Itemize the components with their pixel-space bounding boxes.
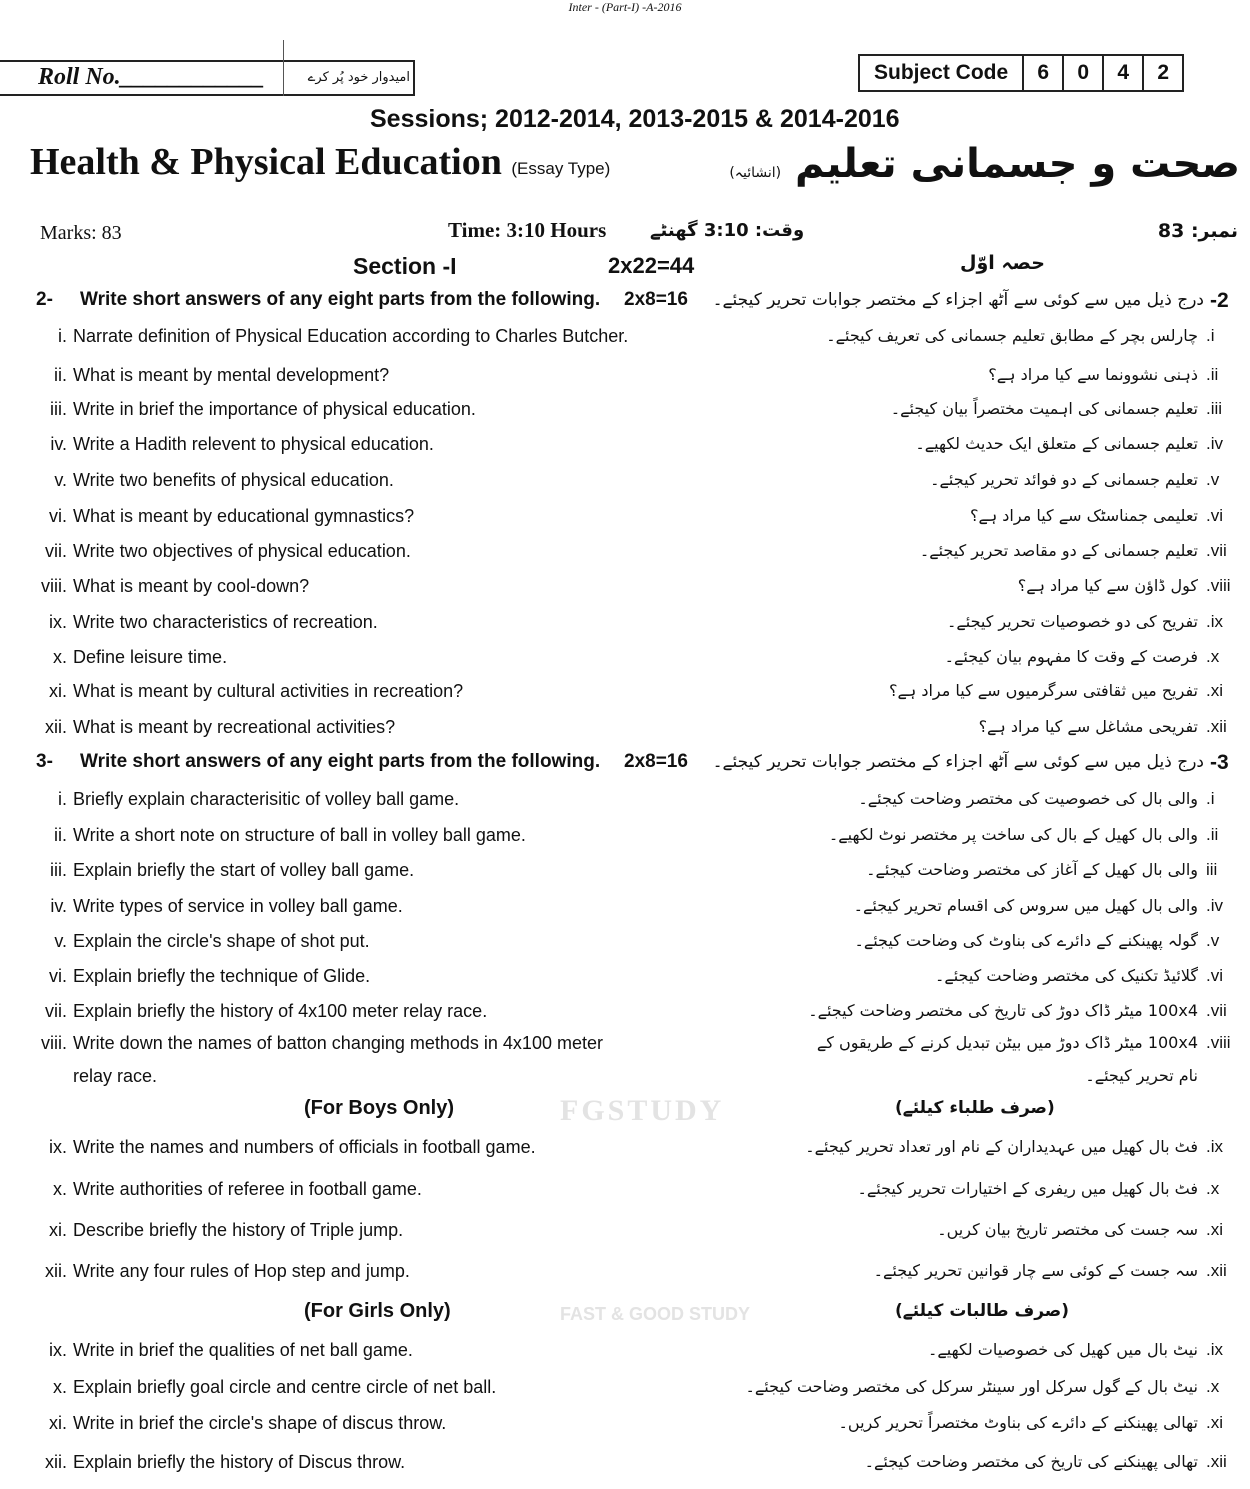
item-number: i. [58,789,67,809]
item-number: v. [54,931,67,951]
item-text-urdu: تفریح کی دو خصوصیات تحریر کیجئے۔ [946,612,1198,631]
section-marks: 2x22=44 [608,253,695,278]
item-number-urdu: .vi [1206,966,1223,985]
subsection-heading-urdu: (صرف طلباء کیلئے) [895,1098,1055,1118]
question-item [0,1137,1250,1167]
question-item [0,1261,1250,1291]
item-text-urdu: والی بال کھیل کے بال کی ساخت پر مختصر نوٹ لکھیے۔ [828,825,1198,844]
question-number-urdu: -3 [1210,751,1229,774]
item-text-urdu: تعلیم جسمانی کے دو فوائد تحریر کیجئے۔ [930,470,1198,489]
item-number-urdu: .ii [1206,825,1219,844]
item-number-urdu: .vii [1206,541,1227,560]
question-item [0,470,1250,500]
item-text-urdu: 100x4 میٹر ڈاک دوڑ میں بیٹن تبدیل کرنے کے طریقوں کے [816,1033,1198,1052]
item-number: iii. [50,860,67,880]
item-number: ix. [49,1137,67,1157]
item-number: v. [54,470,67,490]
subject-code-digit: 0 [1064,56,1104,90]
subsection-heading-urdu: (صرف طالبات کیلئے) [895,1301,1069,1321]
paper-code-line: Inter - (Part-I) -A-2016 [568,0,682,14]
item-text: Write a short note on structure of ball in volley ball game. [73,825,526,845]
item-number-urdu: .iii [1206,399,1223,418]
item-text-urdu: تعلیمی جمناسٹک سے کیا مراد ہے؟ [969,506,1198,525]
question-item [0,860,1250,890]
item-number-urdu: .xi [1206,1413,1223,1432]
item-text-urdu: تعلیم جسمانی کے دو مقاصد تحریر کیجئے۔ [919,541,1198,560]
item-number: ii. [54,825,67,845]
item-text-urdu: 100x4 میٹر ڈاک دوڑ کی تاریخ کی مختصر وضاحت کیجئے۔ [808,1001,1198,1020]
item-number-urdu: .x [1206,647,1220,666]
item-text: What is meant by educational gymnastics? [73,506,415,526]
roll-divider [283,40,284,96]
item-text-urdu: سہ جست کے کوئی سے چار قوانین تحریر کیجئے۔ [873,1261,1198,1280]
item-text-urdu: نام تحریر کیجئے۔ [1085,1066,1198,1085]
item-number: x. [52,1179,67,1199]
question-item [0,966,1250,996]
question-number: 3- [36,751,53,772]
question-item [0,434,1250,464]
item-text: Write down the names of batton changing methods in 4x100 meter [73,1033,603,1053]
time-allowed-urdu: وقت: 3:10 گھنٹے [650,220,805,241]
subsection-heading-text: (For Boys Only) [304,1097,455,1119]
question-item [0,717,1250,747]
question-heading [0,289,1250,319]
paper-type: (Essay Type) [511,159,611,178]
question-item [0,789,1250,819]
item-text-urdu: والی بال کی خصوصیت کی مختصر وضاحت کیجئے۔ [858,789,1198,808]
item-number: viii. [41,1033,67,1053]
item-text: Write in brief the qualities of net ball game. [73,1340,413,1360]
item-text: Narrate definition of Physical Education according to Charles Butcher. [73,326,629,346]
total-marks-urdu: نمبر: 83 [1157,220,1238,242]
roll-number-urdu-note: امیدوار خود پُر کرے [307,70,410,85]
item-number-urdu: .vii [1206,1001,1227,1020]
question-instruction: Write short answers of any eight parts from the following. [80,289,601,310]
paper-title-urdu-text: صحت و جسمانی تعلیم [795,141,1240,187]
item-text: What is meant by cultural activities in recreation? [73,681,464,701]
item-text: Write in brief the circle's shape of discus throw. [73,1413,447,1433]
item-number: xii. [45,1452,67,1472]
item-number: vii. [45,1001,67,1021]
item-number: x. [52,647,67,667]
total-marks: Marks: 83 [40,222,122,244]
question-item [0,681,1250,711]
item-number: i. [58,326,67,346]
item-number: xi. [49,1413,67,1433]
item-number-urdu: .i [1206,789,1215,808]
question-marks: 2x8=16 [624,751,688,772]
item-number: xii. [45,717,67,737]
question-item [0,1452,1250,1482]
item-text-urdu: چارلس بچر کے مطابق تعلیم جسمانی کی تعریف کیجئے۔ [826,326,1198,345]
item-number-urdu: .x [1206,1179,1220,1198]
item-text: Define leisure time. [73,647,228,667]
item-text: What is meant by mental development? [73,365,390,385]
item-text: What is meant by cool-down? [73,576,310,596]
item-number-urdu: .xii [1206,717,1227,736]
paper-title [30,140,610,191]
item-text: What is meant by recreational activities? [73,717,396,737]
question-item [0,1340,1250,1370]
paper-title-text: Health & Physical Education [30,141,502,183]
question-item [0,1220,1250,1250]
item-number-urdu: .i [1206,326,1215,345]
question-marks: 2x8=16 [624,289,688,310]
item-text: relay race. [73,1066,158,1086]
item-text: Write authorities of referee in football game. [73,1179,422,1199]
item-text-urdu: فرصت کے وقت کا مفہوم بیان کیجئے۔ [944,647,1198,666]
item-number-urdu: .x [1206,1377,1220,1396]
item-text-urdu: کول ڈاؤن سے کیا مراد ہے؟ [1017,576,1198,595]
item-text: Explain briefly the start of volley ball game. [73,860,415,880]
item-number: iv. [50,896,67,916]
sessions-line: Sessions; 2012-2014, 2013-2015 & 2014-2016 [370,105,900,133]
item-number-urdu: .xii [1206,1261,1227,1280]
section-heading: Section -I [353,253,457,279]
question-item [0,1033,1250,1063]
item-text: Explain the circle's shape of shot put. [73,931,370,951]
item-number-urdu: .iv [1206,434,1223,453]
question-item [0,576,1250,606]
item-number: iii. [50,399,67,419]
question-number-urdu: -2 [1210,289,1229,312]
item-text-urdu: تفریح میں ثقافتی سرگرمیوں سے کیا مراد ہے؟ [889,681,1198,700]
item-text: Explain briefly the history of Discus throw. [73,1452,406,1472]
item-number-urdu: .viii [1206,1033,1231,1052]
question-item [0,399,1250,429]
question-instruction-urdu: درج ذیل میں سے کوئی سے آٹھ اجزاء کے مختصر جوابات تحریر کیجئے۔ [712,290,1204,310]
question-item [0,1413,1250,1443]
item-number: x. [52,1377,67,1397]
item-text-urdu: تھالی پھینکنے کی تاریخ کی مختصر وضاحت کیجئے۔ [864,1452,1198,1471]
question-item [0,1377,1250,1407]
item-number: xi. [49,681,67,701]
question-item [0,326,1250,356]
item-text-urdu: گولہ پھینکنے کے دائرے کی بناوٹ کی وضاحت کیجئے۔ [854,931,1198,950]
item-number-urdu: .ii [1206,365,1219,384]
time-allowed: Time: 3:10 Hours [448,218,607,242]
item-number: xii. [45,1261,67,1281]
paper-type-urdu: (انشائیہ) [729,165,782,181]
item-number-urdu: .xii [1206,1452,1227,1471]
item-text-urdu: ذہنی نشوونما سے کیا مراد ہے؟ [988,365,1198,384]
item-text-urdu: نیٹ بال میں کھیل کی خصوصیات لکھیے۔ [928,1340,1198,1359]
subject-code-label: Subject Code [860,56,1024,90]
item-text-urdu: تعلیم جسمانی کی اہمیت مختصراً بیان کیجئے۔ [890,399,1198,418]
item-number-urdu: .ix [1206,612,1223,631]
item-text: Write two objectives of physical education. [73,541,411,561]
item-text-urdu: والی بال کھیل کے آغاز کی مختصر وضاحت کیجئے۔ [866,860,1198,879]
item-text: Write in brief the importance of physical education. [73,399,476,419]
item-text: Write the names and numbers of officials in football game. [73,1137,536,1157]
question-heading [0,751,1250,781]
item-text: Write a Hadith relevent to physical education. [73,434,434,454]
item-number-urdu: .xi [1206,1220,1223,1239]
subsection-heading-text: (For Girls Only) [304,1300,451,1322]
question-item [0,506,1250,536]
subject-code-digit: 2 [1157,61,1170,84]
item-number: ii. [54,365,67,385]
subject-code-digit: 6 [1024,56,1064,90]
item-number-urdu: .v [1206,470,1220,489]
paper-title-urdu [729,140,1240,197]
item-text: Write types of service in volley ball game. [73,896,403,916]
item-text: Explain briefly goal circle and centre circle of net ball. [73,1377,497,1397]
question-item [0,825,1250,855]
watermark-logo: FGSTUDY [560,1094,725,1127]
item-number: iv. [50,434,67,454]
question-instruction: Write short answers of any eight parts from the following. [80,751,601,772]
item-text-urdu: گلائیڈ تکنیک کی مختصر وضاحت کیجئے۔ [934,966,1198,985]
item-text-urdu: نیٹ بال کے گول سرکل اور سینٹر سرکل کی مختصر وضاحت کیجئے۔ [745,1377,1198,1396]
item-text-urdu: سہ جست کی مختصر تاریخ بیان کریں۔ [937,1220,1198,1239]
item-number: viii. [41,576,67,596]
item-number: vi. [49,966,67,986]
item-text-urdu: والی بال کھیل میں سروس کی اقسام تحریر کیجئے۔ [853,896,1198,915]
question-instruction-urdu: درج ذیل میں سے کوئی سے آٹھ اجزاء کے مختصر جوابات تحریر کیجئے۔ [712,752,1204,772]
question-item [0,541,1250,571]
item-number-urdu: .iv [1206,896,1223,915]
item-text: Write any four rules of Hop step and jump. [73,1261,410,1281]
item-number: ix. [49,1340,67,1360]
item-text: Write two characteristics of recreation. [73,612,378,632]
roll-number-label: Roll No.____________ [38,64,265,90]
item-number-urdu: .viii [1206,576,1231,595]
watermark-tagline: FAST & GOOD STUDY [560,1304,751,1324]
item-text-urdu: تفریحی مشاغل سے کیا مراد ہے؟ [978,717,1198,736]
question-item [0,1179,1250,1209]
item-text-urdu: فٹ بال کھیل میں عہدیداران کے نام اور تعداد تحریر کیجئے۔ [805,1137,1198,1156]
item-number: xi. [49,1220,67,1240]
section-heading-urdu: حصہ اوّل [960,252,1045,274]
question-item [0,931,1250,961]
question-item [0,1001,1250,1031]
item-number-urdu: .ix [1206,1340,1223,1359]
item-number-urdu: .v [1206,931,1220,950]
item-text: Explain briefly the history of 4x100 meter relay race. [73,1001,488,1021]
subject-code-digit: 4 [1104,56,1144,90]
question-number: 2- [36,289,53,310]
item-text-urdu: تعلیم جسمانی کے متعلق ایک حدیث لکھیے۔ [915,434,1198,453]
question-item [0,647,1250,677]
question-item [0,1066,1250,1096]
item-number: vii. [45,541,67,561]
item-text: Describe briefly the history of Triple jump. [73,1220,404,1240]
item-number-urdu: .ix [1206,1137,1223,1156]
question-item [0,612,1250,642]
item-text-urdu: تھالی پھینکنے کے دائرے کی بناوٹ مختصراً تحریر کریں۔ [838,1413,1198,1432]
item-text: Explain briefly the technique of Glide. [73,966,371,986]
subject-code-box [858,54,1184,92]
question-item [0,896,1250,926]
item-number-urdu: .vi [1206,506,1223,525]
item-number-urdu: iii [1206,860,1218,879]
item-text: Write two benefits of physical education. [73,470,394,490]
item-text-urdu: فٹ بال کھیل میں ریفری کے اختیارات تحریر کیجئے۔ [857,1179,1198,1198]
item-number-urdu: .xi [1206,681,1223,700]
item-number: vi. [49,506,67,526]
question-item [0,365,1250,395]
item-text: Briefly explain characterisitic of volley ball game. [73,789,460,809]
item-number: ix. [49,612,67,632]
